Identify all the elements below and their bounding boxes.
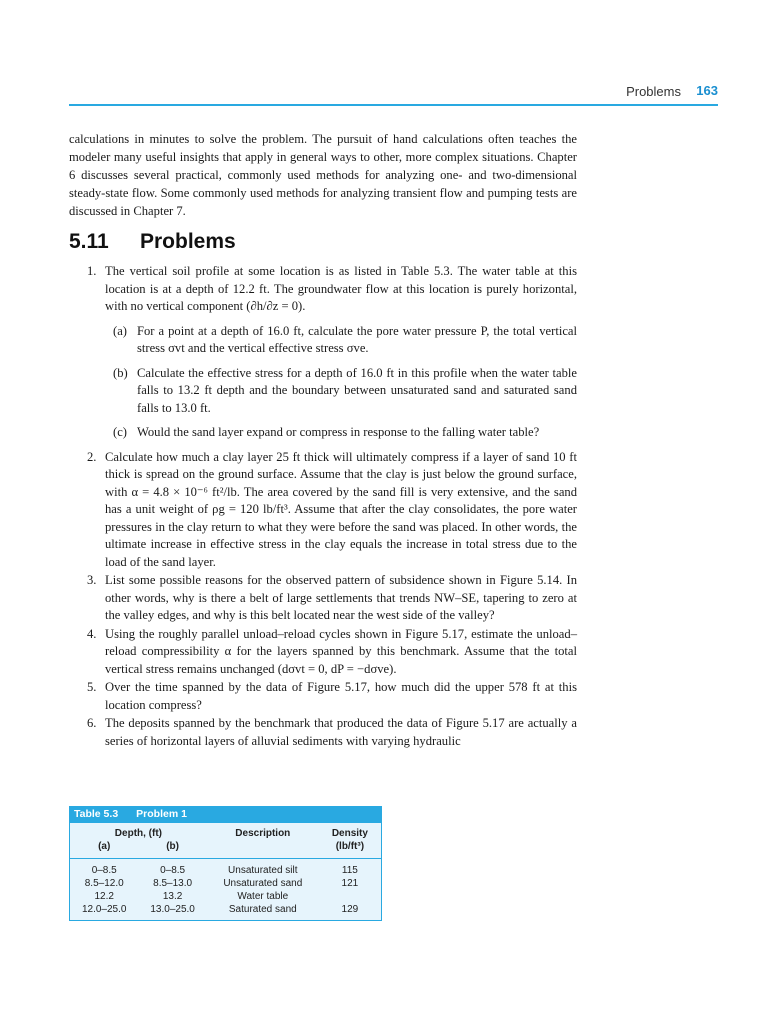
- problem-number: 1.: [87, 264, 97, 278]
- header-a: (a): [98, 841, 111, 852]
- cell-density: 129: [341, 904, 359, 915]
- problem-text: List some possible reasons for the observed pattern of subsidence shown in Figure 5.14. In other words, why is there a belt of large settlements that trends NW–SE, tapering to zero at the valley edges, and why is this belt located near the west side of the valley?: [105, 573, 577, 622]
- table-title-bar: [69, 806, 382, 823]
- table-label: Table 5.3: [74, 808, 119, 820]
- data-table: [70, 827, 381, 916]
- subproblem-text: Calculate the effective stress for a depth of 16.0 ft in this profile when the water table falls to 13.2 ft depth and the boundary between unsaturated sand and saturated sand falls to 13.0 ft.: [137, 365, 577, 415]
- table-row: [70, 890, 381, 903]
- header-section-title: Problems: [626, 84, 681, 99]
- table-row: [70, 903, 381, 916]
- header-b: (b): [166, 841, 179, 852]
- cell-b: 8.5–13.0: [153, 878, 193, 889]
- problem-1: [69, 263, 577, 442]
- problem-number: 4.: [87, 626, 97, 641]
- problem-2: [69, 449, 577, 572]
- problem-text: Using the roughly parallel unload–reload cycles shown in Figure 5.17, estimate the unload–reload compressibility α for the layers spanned by this benchmark. Assume that the total vertical stress remains unchanged (dσvt = 0, dP = −dσve).: [105, 626, 577, 676]
- problem-text: Calculate how much a clay layer 25 ft thick will ultimately compress if a layer of sand 10 ft thick is spread on the ground surface. Assume that the clay is just below the ground surface, with α = 4.8 × 10⁻⁶ ft²/lb. The area covered by the sand fill is very extensive, and the sand has a unit weight of ρg = 120 lb/ft³. Assume that after the clay consolidates, the pore water pressures in the clay return to what they were before the sand was placed. In other words, the ultimate increase in effective stress in the clay equals the increase in total stress due to the load of the sand layer.: [105, 449, 577, 569]
- cell-b: 13.0–25.0: [150, 904, 195, 915]
- cell-b: 13.2: [162, 891, 183, 902]
- problem-number: 3.: [87, 573, 97, 587]
- table-body: [69, 823, 382, 921]
- header-density: Density: [331, 828, 368, 839]
- section-heading: [69, 230, 236, 254]
- table-5-3: [69, 806, 382, 921]
- cell-description: Water table: [237, 891, 289, 902]
- cell-a: 8.5–12.0: [84, 878, 124, 889]
- problem-text: Over the time spanned by the data of Figure 5.17, how much did the upper 578 ft at this location compress?: [105, 680, 577, 712]
- problem-3: [69, 572, 577, 625]
- subproblem-b: [105, 365, 577, 418]
- section-number: 5.11: [69, 230, 109, 253]
- table-row: [70, 864, 381, 877]
- cell-a: 12.0–25.0: [81, 904, 127, 915]
- cell-description: Unsaturated silt: [228, 865, 298, 876]
- header-density-units: (lb/ft³): [335, 841, 365, 852]
- cell-description: Saturated sand: [228, 904, 297, 915]
- subproblem-label: (c): [113, 425, 127, 439]
- problem-number: 2.: [87, 449, 97, 464]
- subproblem-a: [105, 323, 577, 358]
- problem-4: [69, 626, 577, 679]
- page-number: 163: [696, 83, 718, 98]
- section-title: Problems: [140, 230, 236, 253]
- header-depth: Depth, (ft): [114, 828, 163, 839]
- problem-number: 6.: [87, 716, 97, 730]
- cell-b: 0–8.5: [160, 865, 186, 876]
- subproblem-label: (b): [113, 365, 128, 380]
- problem-text: The deposits spanned by the benchmark that produced the data of Figure 5.17 are actually a series of horizontal layers of alluvial sediments with varying hydraulic: [105, 716, 577, 748]
- table-header-row: [70, 827, 381, 840]
- cell-a: 12.2: [94, 891, 114, 902]
- problem-6: [69, 715, 577, 750]
- table-row: [70, 877, 381, 890]
- intro-text: calculations in minutes to solve the problem. The pursuit of hand calculations often teaches the modeler many useful insights that apply in general ways to other, more complex situations. Chapter 6 discusses several practical, commonly used methods for analyzing one- and two-dimensional steady-state flow. Some commonly used methods for analyzing transient flow and pumping tests are discussed in Chapter 7.: [69, 132, 577, 218]
- cell-density: 121: [341, 878, 359, 889]
- subproblem-text: For a point at a depth of 16.0 ft, calculate the pore water pressure P, the total vertical stress σvt and the vertical effective stress σve.: [137, 323, 577, 355]
- problem-text: The vertical soil profile at some location is as listed in Table 5.3. The water table at this location is at a depth of 12.2 ft. The groundwater flow at this location is purely horizontal, with no vertical component (∂h/∂z = 0).: [105, 264, 577, 313]
- subproblem-c: [105, 424, 577, 442]
- subproblem-list: [105, 323, 577, 442]
- problem-list: [69, 263, 577, 751]
- cell-description: Unsaturated sand: [223, 878, 303, 889]
- cell-a: 0–8.5: [91, 865, 117, 876]
- header-description: Description: [235, 828, 291, 839]
- cell-density: [319, 890, 381, 903]
- table-caption: Problem 1: [136, 808, 187, 820]
- cell-density: 115: [341, 865, 358, 876]
- subproblem-label: (a): [113, 323, 127, 338]
- intro-paragraph: [69, 130, 577, 220]
- problem-5: [69, 679, 577, 714]
- subproblem-text: Would the sand layer expand or compress in response to the falling water table?: [137, 425, 540, 439]
- running-header: [69, 82, 718, 106]
- problem-number: 5.: [87, 680, 97, 694]
